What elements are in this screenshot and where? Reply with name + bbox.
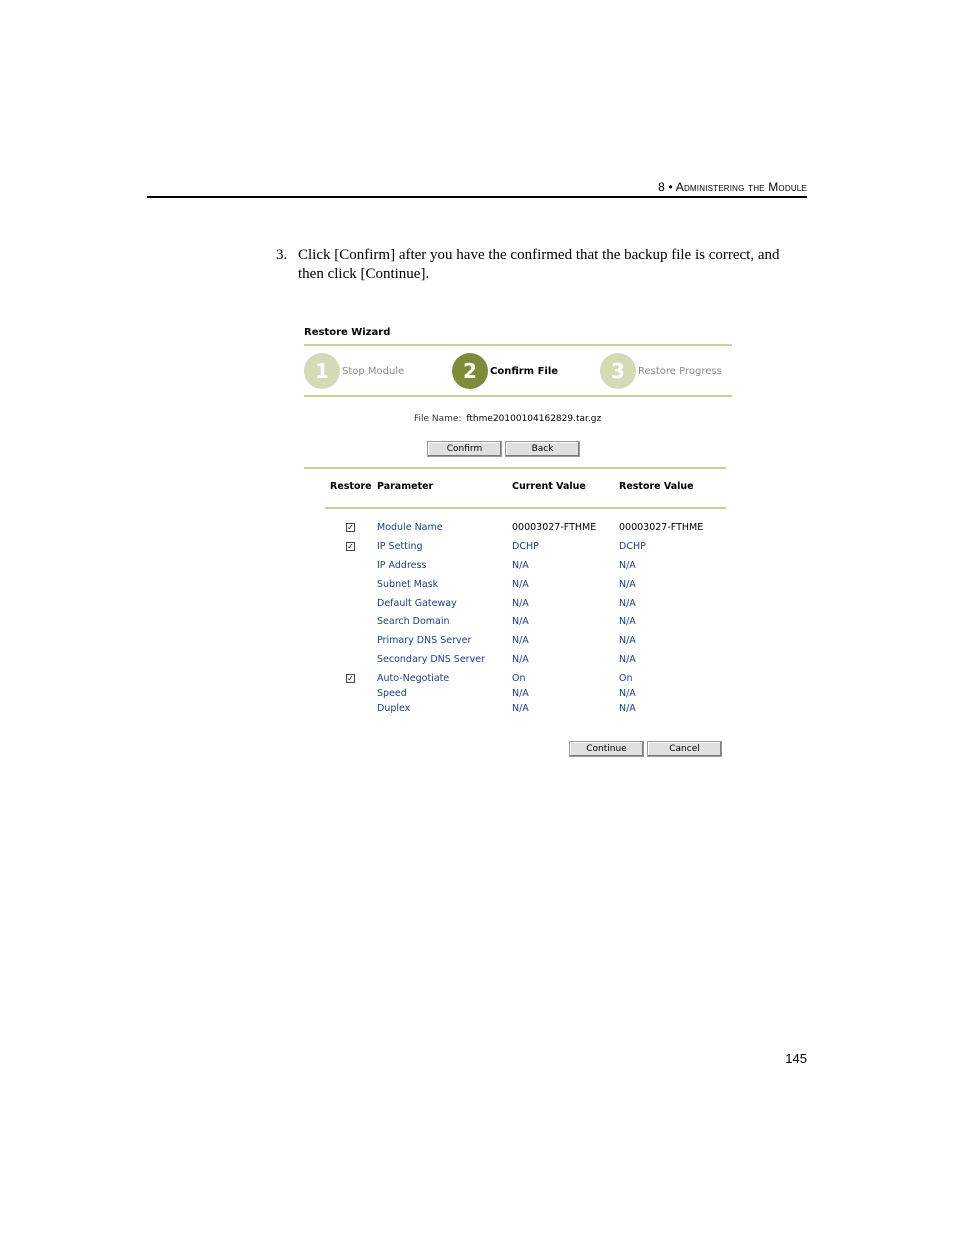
step-1-label: Stop Module bbox=[342, 365, 405, 377]
parameter-name: Subnet Mask bbox=[377, 579, 439, 590]
table-row bbox=[300, 688, 740, 702]
confirm-button[interactable]: Confirm bbox=[427, 441, 502, 457]
restore-value: N/A bbox=[619, 579, 636, 590]
current-value: N/A bbox=[512, 688, 529, 699]
restore-value: N/A bbox=[619, 688, 636, 699]
parameter-name: Secondary DNS Server bbox=[377, 654, 485, 665]
column-header-restore: Restore bbox=[330, 481, 372, 492]
running-header-text: 8 • Administering the Module bbox=[658, 180, 807, 194]
current-value: N/A bbox=[512, 579, 529, 590]
table-row bbox=[300, 541, 740, 555]
restore-value: N/A bbox=[619, 598, 636, 609]
column-header-current-value: Current Value bbox=[512, 481, 586, 492]
instruction-step bbox=[276, 246, 806, 284]
running-header bbox=[147, 178, 807, 198]
step-text: Click [Confirm] after you have the confirmed that the backup file is correct, and then click [Continue]. bbox=[298, 247, 780, 282]
step-2-badge: 2 bbox=[452, 353, 488, 389]
restore-value: N/A bbox=[619, 654, 636, 665]
current-value: On bbox=[512, 673, 526, 684]
parameter-name: Default Gateway bbox=[377, 598, 457, 609]
restore-value: On bbox=[619, 673, 633, 684]
table-row bbox=[300, 654, 740, 668]
back-button[interactable]: Back bbox=[505, 441, 580, 457]
parameter-name: Search Domain bbox=[377, 616, 450, 627]
step-1-badge: 1 bbox=[304, 353, 340, 389]
step-number: 3. bbox=[276, 247, 288, 263]
table-header-rule bbox=[325, 507, 726, 509]
current-value: N/A bbox=[512, 598, 529, 609]
table-row bbox=[300, 673, 740, 687]
step-3-badge: 3 bbox=[600, 353, 636, 389]
parameter-name: IP Address bbox=[377, 560, 427, 571]
wizard-title: Restore Wizard bbox=[304, 327, 391, 338]
table-row bbox=[300, 635, 740, 649]
table-row bbox=[300, 522, 740, 536]
file-name-label: File Name: bbox=[414, 414, 462, 424]
parameter-name: Speed bbox=[377, 688, 407, 699]
table-row bbox=[300, 598, 740, 612]
table-top-rule bbox=[304, 467, 726, 469]
step-3-label: Restore Progress bbox=[638, 365, 722, 377]
current-value: 00003027-FTHME bbox=[512, 522, 597, 533]
table-row bbox=[300, 616, 740, 630]
parameter-name: IP Setting bbox=[377, 541, 423, 552]
page-number: 145 bbox=[785, 1051, 807, 1066]
file-name-row bbox=[414, 414, 601, 424]
column-header-parameter: Parameter bbox=[377, 481, 434, 492]
wizard-step-1 bbox=[304, 352, 404, 390]
current-value: N/A bbox=[512, 616, 529, 627]
restore-value: N/A bbox=[619, 635, 636, 646]
current-value: N/A bbox=[512, 654, 529, 665]
parameter-name: Duplex bbox=[377, 703, 411, 714]
current-value: N/A bbox=[512, 560, 529, 571]
parameter-name: Auto-Negotiate bbox=[377, 673, 450, 684]
wizard-top-rule bbox=[304, 344, 732, 346]
table-row bbox=[300, 560, 740, 574]
step-2-label: Confirm File bbox=[490, 365, 559, 377]
table-row bbox=[300, 579, 740, 593]
wizard-step-3 bbox=[600, 352, 722, 390]
continue-button[interactable]: Continue bbox=[569, 741, 644, 757]
file-name-value: fthme20100104162829.tar.gz bbox=[466, 414, 602, 424]
table-row bbox=[300, 703, 740, 717]
restore-value: 00003027-FTHME bbox=[619, 522, 704, 533]
parameter-name: Module Name bbox=[377, 522, 443, 533]
restore-checkbox[interactable]: ✓ bbox=[347, 542, 354, 551]
current-value: N/A bbox=[512, 635, 529, 646]
restore-checkbox[interactable]: ✓ bbox=[347, 674, 354, 683]
current-value: N/A bbox=[512, 703, 529, 714]
wizard-step-2 bbox=[452, 352, 558, 390]
restore-wizard-screenshot bbox=[300, 322, 740, 767]
column-header-restore-value: Restore Value bbox=[619, 481, 694, 492]
restore-value: DCHP bbox=[619, 541, 646, 552]
restore-value: N/A bbox=[619, 560, 636, 571]
wizard-steps-rule bbox=[304, 395, 732, 397]
restore-value: N/A bbox=[619, 616, 636, 627]
parameter-name: Primary DNS Server bbox=[377, 635, 472, 646]
restore-checkbox[interactable]: ✓ bbox=[347, 523, 354, 532]
cancel-button[interactable]: Cancel bbox=[647, 741, 722, 757]
restore-value: N/A bbox=[619, 703, 636, 714]
current-value: DCHP bbox=[512, 541, 539, 552]
